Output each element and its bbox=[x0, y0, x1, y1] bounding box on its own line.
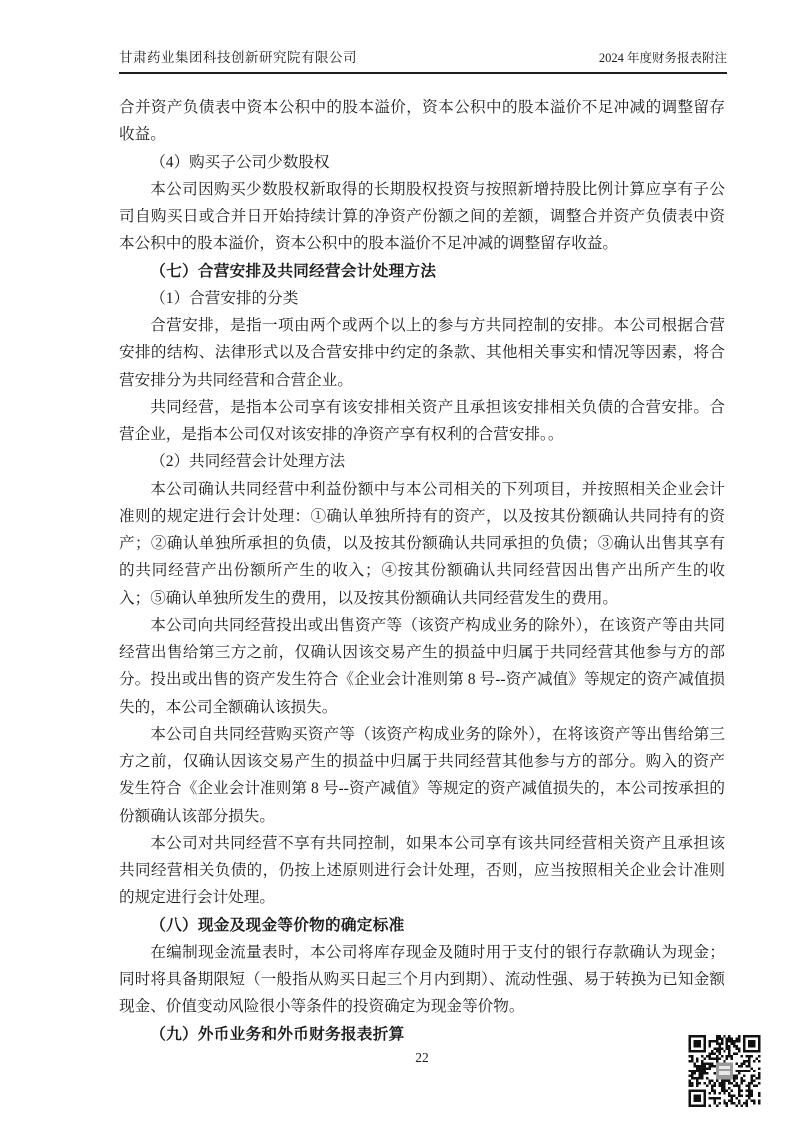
qr-code-icon bbox=[688, 1035, 761, 1107]
page-number: 22 bbox=[415, 1050, 429, 1065]
paragraph: 本公司确认共同经营中利益份额中与本公司相关的下列项目，并按照相关企业会计准则的规定进行会计处理：①确认单独所持有的资产，以及按其份额确认共同持有的资产；②确认单独所承担的负债，以及按其份额确认共同承担的负债；③确认出售其享有的共同经营产出份额所产生的收入；④按其份额确认共同经营因出售产出所产生的收入；⑤确认单独所发生的费用，以及按其份额确认共同经营发生的费用。 bbox=[119, 480, 725, 607]
paragraph: （2）共同经营会计处理方法 bbox=[150, 453, 346, 471]
paragraph: 合营安排，是指一项由两个或两个以上的参与方共同控制的安排。本公司根据合营安排的结构、法律形式以及合营安排中约定的条款、其他相关事实和情况等因素，将合营安排分为共同经营和合营企业。 bbox=[119, 317, 725, 389]
paragraph: 本公司因购买少数股权新取得的长期股权投资与按照新增持股比例计算应享有子公司自购买日或合并日开始持续计算的净资产份额之间的差额，调整合并资产负债表中资本公积中的股本溢价，资本公积中的股本溢价不足冲减的调整留存收益。 bbox=[119, 180, 725, 253]
section-heading: （九）外币业务和外币财务报表折算 bbox=[150, 1025, 405, 1043]
paragraph: 本公司对共同经营不享有共同控制，如果本公司享有该共同经营相关资产且承担该共同经营相关负债的，仍按上述原则进行会计处理，否则，应当按照相关企业会计准则的规定进行会计处理。 bbox=[119, 834, 725, 907]
paragraph: （1）合营安排的分类 bbox=[150, 289, 299, 307]
paragraph: 共同经营，是指本公司享有该安排相关资产且承担该安排相关负债的合营安排。合营企业，是指本公司仅对该安排的净资产享有权利的合营安排。。 bbox=[119, 398, 725, 443]
paragraph: 在编制现金流量表时，本公司将库存现金及随时用于支付的银行存款确认为现金；同时将具备期限短（一般指从购买日起三个月内到期）、流动性强、易于转换为已知金额现金、价值变动风险很小等条件的投资确定为现金等价物。 bbox=[119, 943, 725, 1016]
section-heading: （八）现金及现金等价物的确定标准 bbox=[150, 916, 405, 934]
paragraph: 合并资产负债表中资本公积中的股本溢价，资本公积中的股本溢价不足冲减的调整留存收益。 bbox=[119, 99, 725, 144]
header-company-name: 甘肃药业集团科技创新研究院有限公司 bbox=[119, 50, 357, 65]
section-heading: （七）合营安排及共同经营会计处理方法 bbox=[150, 262, 437, 280]
paragraph: （4）购买子公司少数股权 bbox=[150, 153, 330, 171]
header-doc-title: 2024 年度财务报表附注 bbox=[598, 51, 727, 65]
paragraph: 本公司自共同经营购买资产等（该资产构成业务的除外），在将该资产等出售给第三方之前，仅确认因该交易产生的损益中归属于共同经营其他参与方的部分。购入的资产发生符合《企业会计准则第 8 号--资产减值》等规定的资产减值损失的，本公司按承担的份额确认该部分损失。 bbox=[119, 725, 725, 825]
document-body bbox=[119, 94, 725, 1048]
page-header bbox=[119, 46, 727, 74]
paragraph: 本公司向共同经营投出或出售资产等（该资产构成业务的除外），在该资产等由共同经营出售给第三方之前，仅确认因该交易产生的损益中归属于共同经营其他参与方的部分。投出或出售的资产发生符合《企业会计准则第 8 号--资产减值》等规定的资产减值损失的，本公司全额确认该损失。 bbox=[119, 616, 725, 716]
